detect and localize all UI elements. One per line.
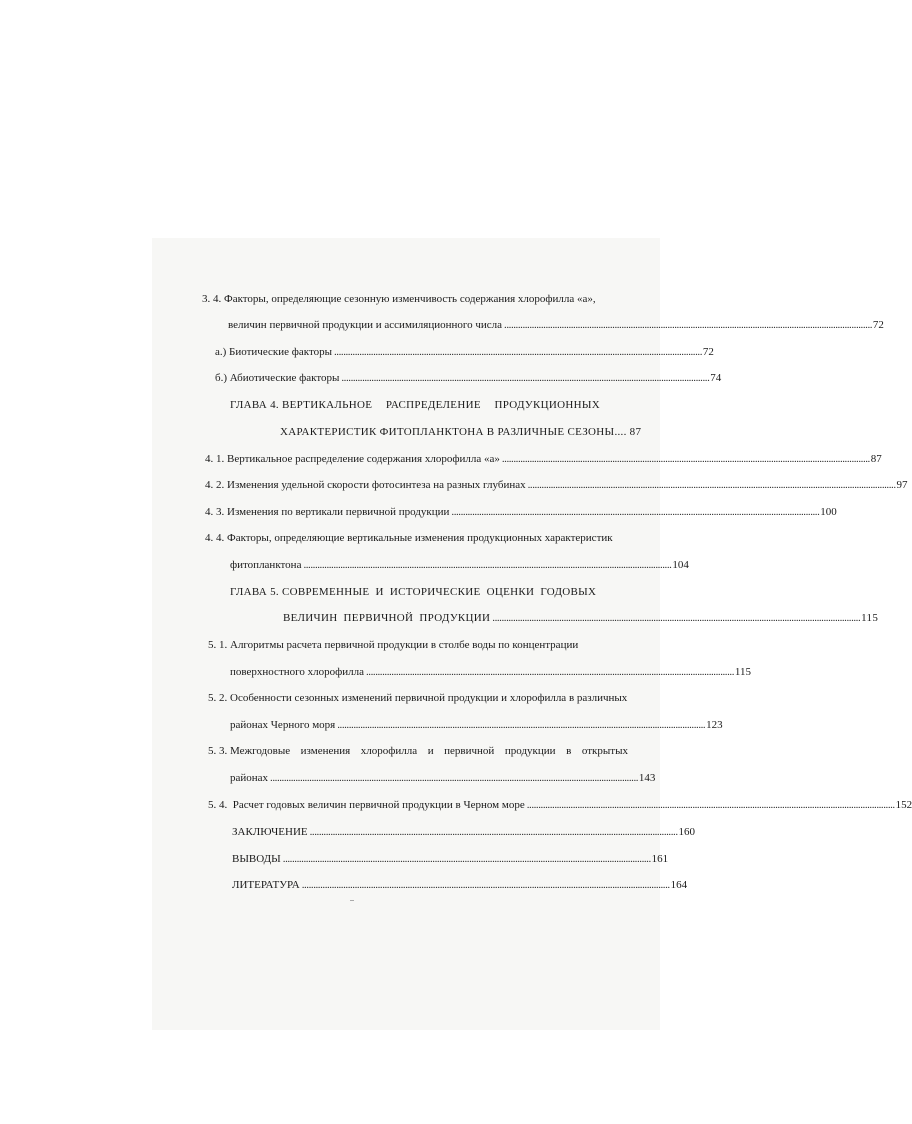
- chapter-4-title-line2: [280, 425, 640, 439]
- toc-entry-biotic: [215, 345, 714, 359]
- toc-entry-text: ВЫВОДЫ: [232, 853, 281, 865]
- page-number: 123: [706, 719, 723, 731]
- toc-entry-text: 5. 2. Особенности сезонных изменений первичной продукции и хлорофилла в различных: [208, 692, 628, 704]
- chapter-heading-text: ВЕЛИЧИН ПЕРВИЧНОЙ ПРОДУКЦИИ: [283, 612, 491, 624]
- toc-entry-word: в: [566, 745, 572, 757]
- page-number: 72: [872, 319, 884, 331]
- toc-entry-5-1-line2: [230, 665, 751, 679]
- toc-entry-text: районах Черного моря: [230, 719, 336, 731]
- toc-entry-5-3-line1: [208, 744, 628, 758]
- chapter-heading-part: ГЛАВА 4. ВЕРТИКАЛЬНОЕ: [230, 399, 373, 411]
- dot-leader: [341, 371, 708, 385]
- chapter-heading-part: РАСПРЕДЕЛЕНИЕ: [385, 399, 481, 411]
- toc-entry-text: фитопланктона: [230, 559, 302, 571]
- chapter-heading-part: ПРОДУКЦИОННЫХ: [494, 399, 600, 411]
- chapter-4-title-line1: [230, 398, 600, 412]
- toc-entry-word: первичной: [444, 745, 495, 757]
- toc-entry-word: хлорофилла: [360, 745, 418, 757]
- toc-entry-word: и: [427, 745, 434, 757]
- toc-entry-literature: [232, 878, 688, 892]
- page-number: 87: [629, 426, 642, 438]
- toc-entry-3-4-line1: [202, 292, 642, 306]
- toc-entry-5-2-line1: [208, 691, 644, 705]
- dot-leader: [337, 718, 704, 732]
- toc-entry-4-4-line2: [230, 558, 689, 572]
- page-number: 160: [678, 826, 695, 838]
- dot-leader: [334, 345, 701, 359]
- scan-speck: [350, 900, 354, 901]
- dot-leader: [366, 665, 733, 679]
- toc-entry-findings: [232, 852, 669, 866]
- toc-entry-text: 4. 3. Изменения по вертикали первичной продукции: [205, 506, 450, 518]
- toc-entry-text: 5. 4. Расчет годовых величин первичной продукции в Черном море: [208, 799, 525, 811]
- page-number: 164: [670, 879, 688, 891]
- chapter-heading-text: ХАРАКТЕРИСТИК ФИТОПЛАНКТОНА В РАЗЛИЧНЫЕ СЕЗОНЫ....: [280, 426, 627, 438]
- toc-entry-text: районах: [230, 772, 269, 784]
- page-number: 104: [672, 559, 689, 571]
- dot-leader: [492, 611, 859, 625]
- toc-entry-5-4: [208, 798, 912, 812]
- toc-entry-5-3-line2: [230, 771, 656, 785]
- dot-leader: [283, 852, 650, 866]
- dot-leader: [302, 878, 669, 892]
- chapter-5-title-line2: [283, 611, 879, 625]
- page-number: 72: [702, 346, 714, 358]
- toc-entry-text: ЛИТЕРАТУРА: [232, 879, 300, 891]
- toc-entry-text: 4. 4. Факторы, определяющие вертикальные изменения продукционных характеристик: [205, 532, 613, 544]
- dot-leader: [451, 505, 818, 519]
- page-number: 115: [861, 612, 879, 624]
- toc-entry-word: 5. 3. Межгодовые: [208, 745, 291, 757]
- dot-leader: [310, 825, 677, 839]
- toc-entry-word: открытых: [581, 745, 628, 757]
- toc-entry-text: 3. 4. Факторы, определяющие сезонную изменчивость содержания хлорофилла «а»,: [202, 293, 596, 305]
- toc-entry-word: продукции: [504, 745, 556, 757]
- toc-entry-3-4-line2: [228, 318, 884, 332]
- toc-entry-text: 5. 1. Алгоритмы расчета первичной продукции в столбе воды по концентрации: [208, 639, 579, 651]
- toc-entry-5-1-line1: [208, 638, 640, 652]
- page-number: 152: [895, 799, 912, 811]
- page-number: 161: [651, 853, 669, 865]
- toc-entry-4-1: [205, 452, 882, 466]
- dot-leader: [528, 478, 895, 492]
- toc-entry-4-2: [205, 478, 908, 492]
- toc-entry-conclusion: [232, 825, 695, 839]
- dot-leader: [504, 318, 871, 332]
- toc-entry-text: поверхностного хлорофилла: [230, 666, 364, 678]
- toc-entry-text: б.) Абиотические факторы: [215, 372, 340, 384]
- dot-leader: [502, 452, 869, 466]
- toc-entry-abiotic: [215, 371, 722, 385]
- toc-entry-text: величин первичной продукции и ассимиляционного числа: [228, 319, 503, 331]
- page-number: 143: [638, 772, 656, 784]
- toc-entry-text: 4. 2. Изменения удельной скорости фотосинтеза на разных глубинах: [205, 479, 526, 491]
- toc-entry-text: а.) Биотические факторы: [215, 346, 332, 358]
- toc-entry-5-2-line2: [230, 718, 723, 732]
- toc-entry-text: ЗАКЛЮЧЕНИЕ: [232, 826, 308, 838]
- chapter-5-title-line1: [230, 585, 600, 599]
- page-number: 100: [820, 506, 837, 518]
- toc-entry-4-4-line1: [205, 531, 640, 545]
- chapter-heading-text: ГЛАВА 5. СОВРЕМЕННЫЕ И ИСТОРИЧЕСКИЕ ОЦЕНКИ ГОДОВЫХ: [230, 586, 597, 598]
- toc-entry-4-3: [205, 505, 837, 519]
- dot-leader: [270, 771, 637, 785]
- page-number: 97: [896, 479, 908, 491]
- page-number: 115: [734, 666, 751, 678]
- dot-leader: [303, 558, 670, 572]
- toc-entry-text: 4. 1. Вертикальное распределение содержания хлорофилла «а»: [205, 453, 500, 465]
- toc-entry-word: изменения: [300, 745, 351, 757]
- page-number: 74: [710, 372, 722, 384]
- page-number: 87: [870, 453, 882, 465]
- dot-leader: [527, 798, 894, 812]
